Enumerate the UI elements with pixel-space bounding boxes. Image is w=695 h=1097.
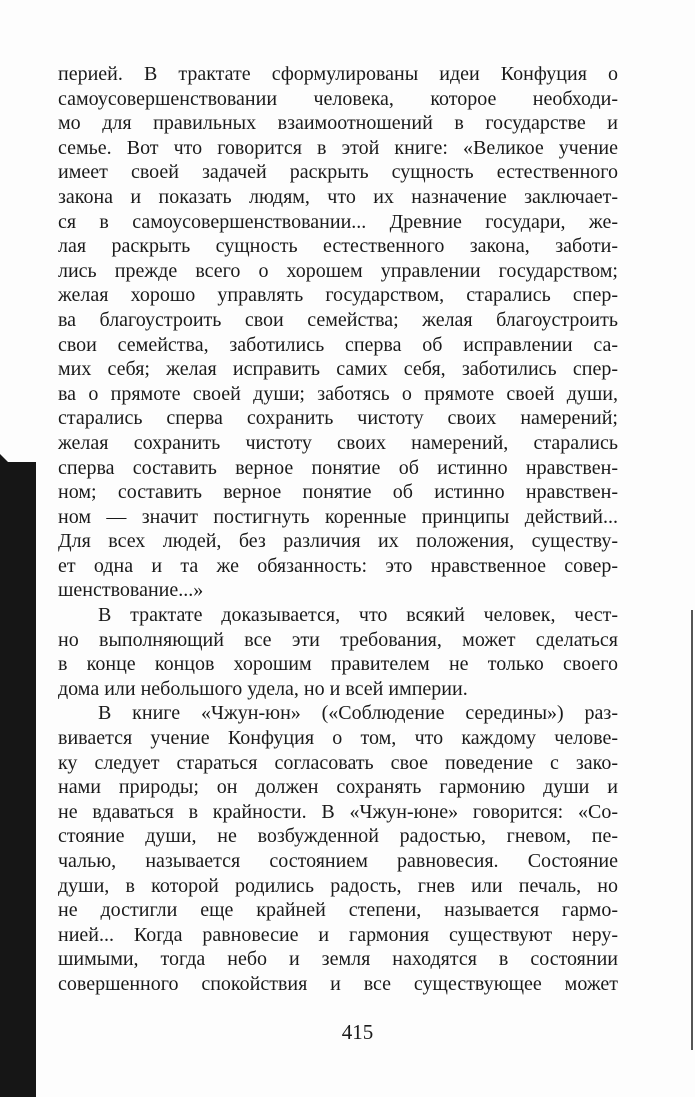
text-line: семье. Вот что говорится в этой книге: «Великое учение xyxy=(58,136,618,159)
text-line: самоусовершенствовании человека, которое необходи- xyxy=(58,87,618,110)
text-line: не достигли еще крайней степени, называется гармо- xyxy=(58,899,618,922)
body-text xyxy=(58,62,618,997)
text-line: стояние души, не возбужденной радостью, гневом, пе- xyxy=(58,825,618,848)
text-line: сперва составить верное понятие об истинно нравствен- xyxy=(58,456,618,479)
text-line: ва о прямоте своей души; заботясь о прямоте своей души, xyxy=(58,382,618,405)
text-line: желая сохранить чистоту своих намерений, старались xyxy=(58,431,618,454)
text-line: лись прежде всего о хорошем управлении государством; xyxy=(58,259,618,282)
text-line: нами природы; он должен сохранять гармонию души и xyxy=(58,776,618,799)
text-line: В книге «Чжун-юн» («Соблюдение середины») раз- xyxy=(98,702,618,725)
text-line: но выполняющий все эти требования, может сделаться xyxy=(58,628,618,651)
text-line: ном — значит постигнуть коренные принципы действий... xyxy=(58,505,618,528)
text-line: свои семейства, заботились сперва об исправлении са- xyxy=(58,333,618,356)
text-line: имеет своей задачей раскрыть сущность естественного xyxy=(58,161,618,184)
text-line: желая хорошо управлять государством, старались спер- xyxy=(58,284,618,307)
text-line: мо для правильных взаимоотношений в государстве и xyxy=(58,112,618,135)
page-number: 415 xyxy=(341,1020,374,1044)
text-line: шенствование...» xyxy=(58,579,204,602)
text-line: мих себя; желая исправить самих себя, заботились спер- xyxy=(58,358,618,381)
text-line: шимыми, тогда небо и земля находятся в состоянии xyxy=(58,948,618,971)
text-line: не вдаваться в крайности. В «Чжун-юне» говорится: «Со- xyxy=(58,800,618,823)
text-line: ет одна и та же обязанность: это нравственное совер- xyxy=(58,554,618,577)
text-line: закона и показать людям, что их назначение заключает- xyxy=(58,185,618,208)
text-line: нией... Когда равновесие и гармония существуют неру- xyxy=(58,923,618,946)
scan-shadow-left xyxy=(0,462,36,1097)
text-line: В трактате доказывается, что всякий человек, чест- xyxy=(98,604,618,627)
scan-edge-right xyxy=(691,610,693,1050)
text-line: вивается учение Конфуция о том, что каждому челове- xyxy=(58,727,618,750)
text-line: лая раскрыть сущность естественного закона, заботи- xyxy=(58,235,618,258)
text-line: перией. В трактате сформулированы идеи Конфуция о xyxy=(58,63,618,85)
text-line: ся в самоусовершенствовании... Древние государи, же- xyxy=(58,210,618,233)
text-line: чалью, называется состоянием равновесия. Состояние xyxy=(58,850,618,872)
text-line: ва благоустроить свои семейства; желая благоустроить xyxy=(58,308,618,331)
text-line: в конце концов хорошим правителем не только своего xyxy=(58,653,618,676)
text-line: Для всех людей, без различия их положения, существу- xyxy=(58,530,618,553)
text-line: ку следует стараться согласовать свое поведение с зако- xyxy=(58,751,618,774)
text-line: души, в которой родились радость, гнев или печаль, но xyxy=(58,874,618,897)
text-line: дома или небольшого удела, но и всей империи. xyxy=(58,677,468,700)
text-line: совершенного спокойствия и все существующее может xyxy=(58,972,618,995)
text-line: ном; составить верное понятие об истинно нравствен- xyxy=(58,481,618,504)
text-line: старались сперва сохранить чистоту своих намерений; xyxy=(58,407,618,430)
